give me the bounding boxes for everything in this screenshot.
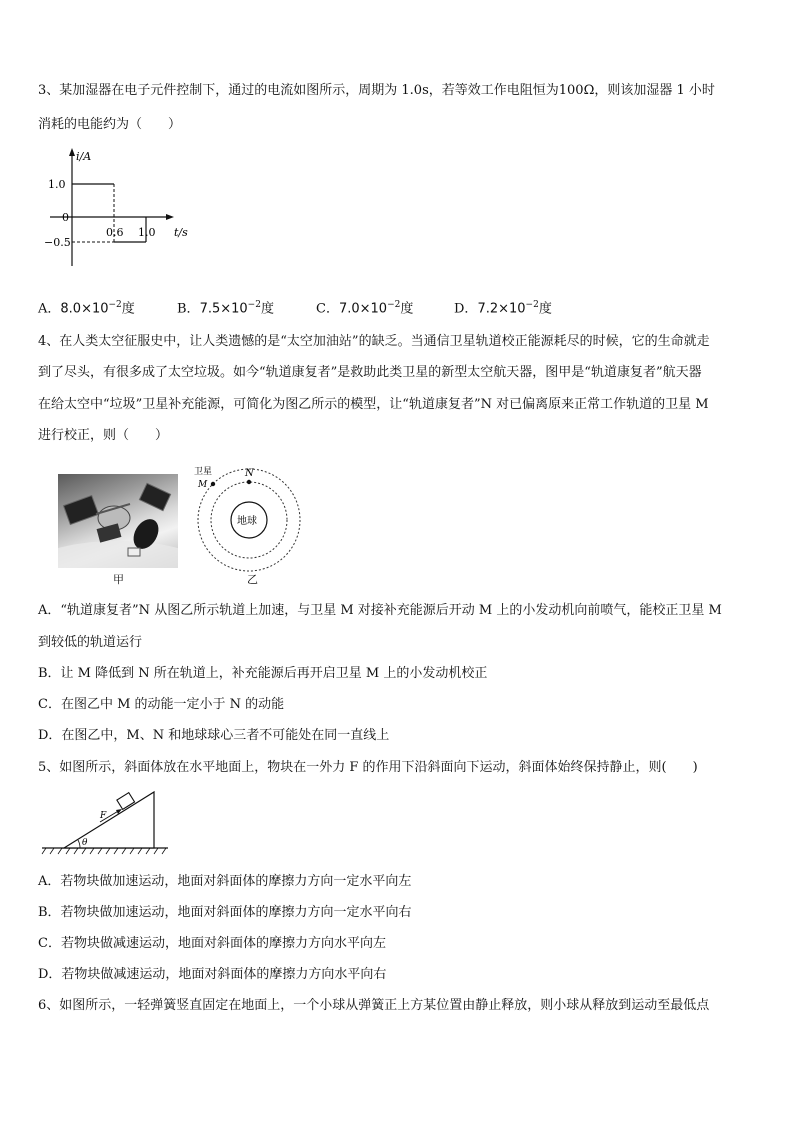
q4-option-c[interactable]: C．在图乙中 M 的动能一定小于 N 的动能: [38, 697, 285, 712]
spacecraft-photo: [58, 474, 178, 568]
q5-option-b[interactable]: B．若物块做加速运动，地面对斜面体的摩擦力方向一定水平向右: [38, 905, 412, 920]
q5-option-c[interactable]: C．若物块做减速运动，地面对斜面体的摩擦力方向水平向左: [38, 936, 386, 951]
q3-stem-line2: 消耗的电能约为（ ）: [38, 117, 182, 132]
option-exponent: −2: [387, 300, 401, 310]
solar-panel-left: [63, 495, 98, 524]
q3-option-c[interactable]: [316, 296, 413, 318]
spacecraft-illustration: [58, 474, 178, 568]
option-letter: A．: [38, 301, 61, 317]
q3-option-b[interactable]: [177, 296, 274, 318]
option-letter: D．: [454, 301, 478, 317]
satellite-m-dot: [211, 482, 215, 486]
option-value: 7.2×10: [477, 301, 526, 317]
ground-hatching: [42, 848, 166, 854]
q4-stem-line4: 进行校正，则（ ）: [38, 428, 169, 443]
option-exponent: −2: [247, 300, 261, 310]
n-label: N: [245, 468, 254, 479]
q4-stem-line1: 4、在人类太空征服史中，让人类遗憾的是“太空加油站”的缺乏。当通信卫星轨道校正能源耗尽的时候，它的生命就走: [38, 334, 710, 349]
q3-stem-line1: 3、某加湿器在电子元件控制下，通过的电流如图所示，周期为 1.0s，若等效工作电阻恒为100Ω，则该加湿器 1 小时: [38, 83, 715, 98]
incline-body: [64, 792, 154, 848]
y-tick-low: −0.5: [44, 236, 71, 249]
y-axis-label: i/A: [76, 150, 92, 163]
solar-panel-right: [139, 483, 170, 510]
m-label: M: [198, 480, 208, 490]
option-exponent: −2: [108, 300, 122, 310]
q5-option-d[interactable]: D．若物块做减速运动，地面对斜面体的摩擦力方向水平向右: [38, 967, 387, 982]
option-value: 7.5×10: [199, 301, 248, 317]
q5-option-a[interactable]: A．若物块做加速运动，地面对斜面体的摩擦力方向一定水平向左: [38, 874, 412, 889]
q4-option-a-line2[interactable]: 到较低的轨道运行: [38, 635, 143, 650]
satellite-n-dot: [247, 480, 251, 484]
option-value: 8.0×10: [60, 301, 109, 317]
option-unit: 度: [260, 301, 274, 317]
q5-stem: 5、如图所示，斜面体放在水平地面上，物块在一外力 F 的作用下沿斜面向下运动，斜面体始终保持静止，则( ): [38, 760, 698, 775]
q3-option-d[interactable]: [454, 296, 552, 318]
angle-label: θ: [82, 838, 88, 848]
option-exponent: −2: [525, 300, 539, 310]
q4-option-a-line1[interactable]: A．“轨道康复者”N 从图乙所示轨道上加速，与卫星 M 对接补充能源后开动 M 上的小发动机向前喷气，能校正卫星 M: [38, 603, 722, 618]
option-unit: 度: [121, 301, 135, 317]
orbit-diagram: [188, 460, 308, 575]
panel-lower-left: [97, 523, 122, 542]
figure-a-caption: 甲: [113, 573, 124, 586]
x-axis-arrow: [166, 214, 174, 220]
origin-label: 0: [62, 211, 69, 224]
q3-option-a[interactable]: [38, 296, 135, 318]
current-time-graph: [40, 146, 190, 274]
q6-stem: 6、如图所示，一轻弹簧竖直固定在地面上，一个小球从弹簧正上方某位置由静止释放，则小球从释放到运动至最低点: [38, 998, 710, 1013]
option-letter: C．: [316, 301, 339, 317]
x-tick-2: 1.0: [138, 226, 156, 239]
q4-option-b[interactable]: B．让 M 降低到 N 所在轨道上，补充能源后再开启卫星 M 上的小发动机校正: [38, 666, 488, 681]
option-unit: 度: [538, 301, 552, 317]
incline-diagram: [40, 786, 170, 856]
x-tick-1: 0.6: [106, 226, 124, 239]
option-unit: 度: [400, 301, 414, 317]
y-tick-high: 1.0: [48, 178, 66, 191]
figure-b-caption: 乙: [247, 573, 258, 586]
force-label: F: [100, 811, 107, 821]
q4-stem-line3: 在给太空中“垃圾”卫星补充能源，可简化为图乙所示的模型，让“轨道康复者”N 对已偏离原来正常工作轨道的卫星 M: [38, 397, 709, 412]
x-axis-label: t/s: [174, 226, 188, 239]
y-axis-arrow: [69, 148, 75, 156]
option-value: 7.0×10: [338, 301, 388, 317]
q4-option-d[interactable]: D．在图乙中，M、N 和地球球心三者不可能处在同一直线上: [38, 728, 390, 743]
engine-nozzle: [128, 548, 140, 556]
option-letter: B．: [177, 301, 200, 317]
earth-label: 地球: [237, 516, 257, 527]
q4-stem-line2: 到了尽头，有很多成了太空垃圾。如今“轨道康复者”是救助此类卫星的新型太空航天器，图甲是“轨道康复者”航天器: [38, 365, 702, 380]
satellite-label: 卫星: [194, 467, 213, 477]
